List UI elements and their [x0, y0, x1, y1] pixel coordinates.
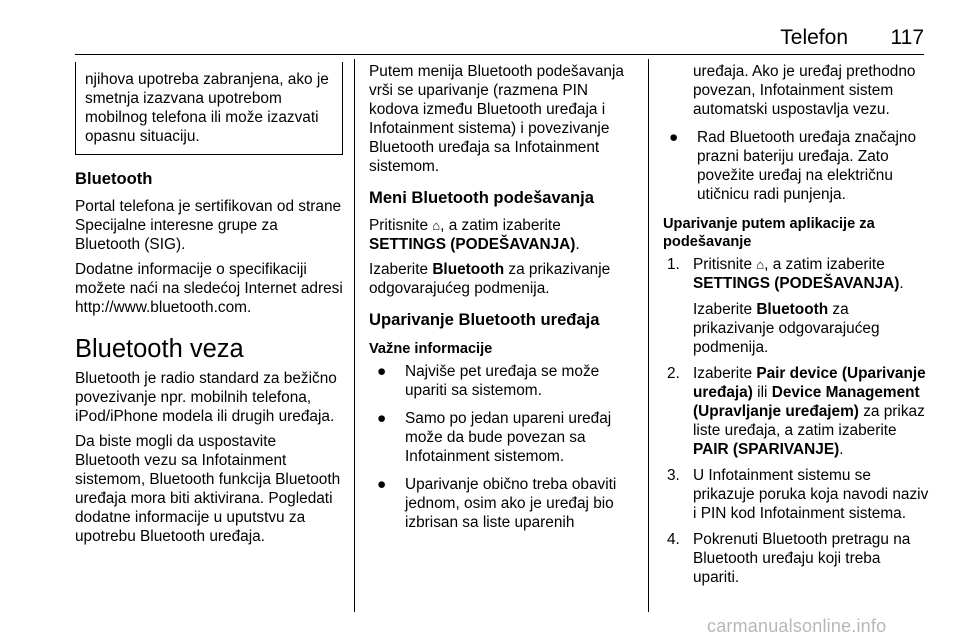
bluetooth-paragraph-2: Dodatne informacije o specifikaciji možete naći na sledećoj Internet adresi http://www.bluetooth.com. [75, 261, 343, 316]
app-pairing-heading: Uparivanje putem aplikacije za podešavanje [663, 216, 875, 250]
column-1 [75, 62, 343, 552]
list-item: ● Uparivanje obično treba obaviti jednom, osim ako je uređaj bio izbrisan sa liste uparenih [377, 476, 617, 531]
column-2 [369, 62, 637, 541]
column-divider-1 [354, 59, 355, 612]
menu-heading: Meni Bluetooth podešavanja [369, 188, 594, 207]
step-4: 4. Pokrenuti Bluetooth pretragu na Bluetooth uređaju koji treba upariti. [667, 531, 911, 586]
veza-paragraph-2: Da biste mogli da uspostavite Bluetooth vezu sa Infotainment sistemom, Bluetooth funkcija Bluetooth uređaja mora biti aktivirana. Pogledati dodatne informacije u uputstvu za upotrebu Bluetooth uređaja. [75, 433, 341, 545]
menu-paragraph-2: Izaberite Bluetooth za prikazivanje odgovarajućeg podmenija. [369, 261, 611, 297]
warning-box [75, 62, 343, 155]
header-rule [75, 54, 924, 55]
home-icon: ⌂ [432, 218, 441, 233]
warning-text: njihova upotreba zabranjena, ako je smetnja izazvana upotrebom mobilnog telefona ili može izazvati opasnu situaciju. [85, 71, 329, 145]
step-3: 3. U Infotainment sistemu se prikazuje poruka koja navodi naziv i PIN kod Infotainment sistema. [667, 467, 929, 522]
continued-bullet: uređaja. Ako je uređaj prethodno povezan, Infotainment sistem automatski uspostavlja vezu. [693, 63, 916, 118]
column-divider-2 [648, 59, 649, 612]
list-item: ● Samo po jedan upareni uređaj može da bude povezan sa Infotainment sistemom. [377, 410, 612, 465]
menu-paragraph-1: Pritisnite ⌂, a zatim izaberite SETTINGS (PODEŠAVANJA). [369, 217, 580, 253]
veza-paragraph-1: Bluetooth je radio standard za bežično povezivanje npr. mobilnih telefona, iPod/iPhone modela ili drugih uređaja. [75, 370, 337, 425]
intro-paragraph: Putem menija Bluetooth podešavanja vrši se uparivanje (razmena PIN kodova između Bluetooth uređaja i Infotainment sistema) i povezivanje Bluetooth uređaja sa Infotainment sistemom. [369, 63, 624, 175]
list-item: ● Najviše pet uređaja se može upariti sa sistemom. [377, 363, 600, 399]
watermark: carmanualsonline.info [707, 616, 887, 636]
list-item: ● Rad Bluetooth uređaja značajno prazni bateriju uređaja. Zato povežite uređaj na električnu utičnicu radi punjenja. [669, 129, 917, 203]
column-3 [663, 62, 929, 594]
step-1: 1. Pritisnite ⌂, a zatim izaberite SETTINGS (PODEŠAVANJA). Izaberite Bluetooth za prikazivanje odgovarajućeg podmenija. [667, 256, 904, 356]
important-heading: Važne informacije [369, 341, 493, 357]
home-icon: ⌂ [756, 257, 765, 272]
bluetooth-paragraph-1: Portal telefona je sertifikovan od strane Specijalne interesne grupe za Bluetooth (SIG). [75, 198, 342, 253]
bluetooth-heading: Bluetooth [75, 169, 153, 188]
bluetooth-veza-heading: Bluetooth veza [75, 335, 244, 363]
step-2: 2. Izaberite Pair device (Uparivanje uređaja) ili Device Management (Upravljanje uređajem) za prikaz liste uređaja, a zatim izaberite PAIR (SPARIVANJE). [667, 365, 926, 458]
pairing-heading: Uparivanje Bluetooth uređaja [369, 310, 600, 329]
header-title: Telefon [780, 26, 848, 49]
page-number: 117 [890, 26, 924, 49]
